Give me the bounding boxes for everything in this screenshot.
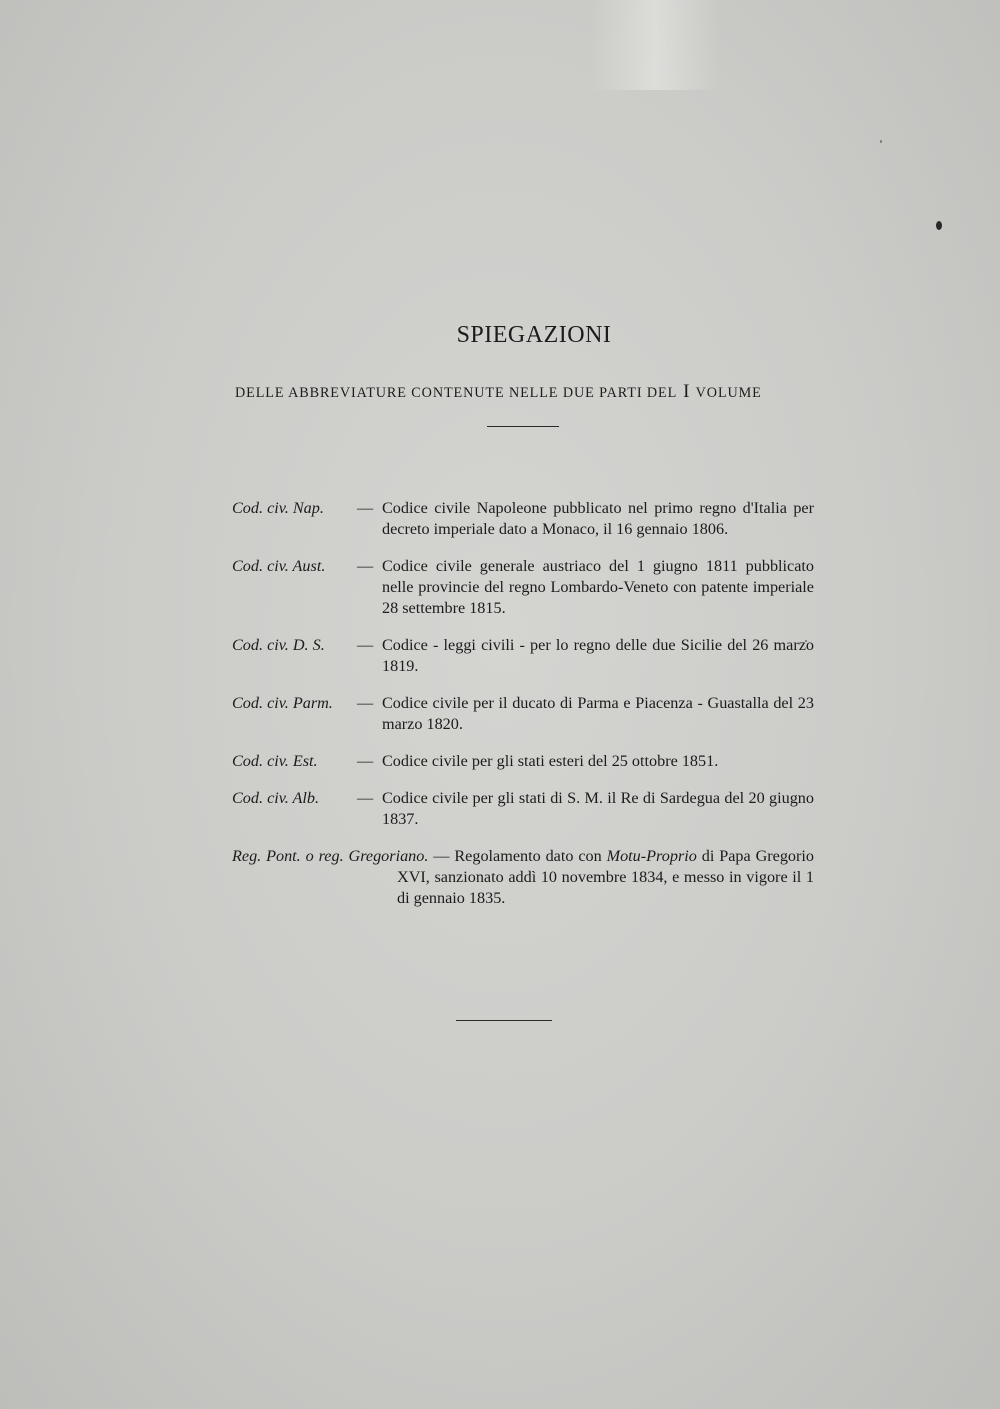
closing-divider <box>456 1020 552 1021</box>
list-item <box>232 788 814 830</box>
paper-fold-mark <box>590 0 720 90</box>
abbreviation-description: Codice civile per il ducato di Parma e Piacenza - Guastalla del 23 marzo 1820. <box>382 694 814 733</box>
list-item <box>232 693 814 735</box>
list-item <box>232 751 814 772</box>
abbreviation-description: Codice civile Napoleone pubblicato nel primo regno d'Italia per decreto imperiale dato a Monaco, il 16 gennaio 1806. <box>382 499 814 538</box>
abbreviation: Cod. civ. Parm. <box>232 694 333 712</box>
list-item <box>232 846 814 909</box>
entry-dash: — <box>357 789 374 807</box>
entry-dash: — <box>357 557 374 575</box>
page-subtitle <box>235 381 815 403</box>
page-title: SPIEGAZIONI <box>456 322 612 348</box>
abbreviation-description: Codice civile generale austriaco del 1 giugno 1811 pubblicato nelle provincie del regno Lombardo-Veneto con patente imperiale 28 settembre 1815. <box>382 557 814 617</box>
abbreviation: Cod. civ. D. S. <box>232 636 325 654</box>
abbreviation: Cod. civ. Alb. <box>232 789 320 807</box>
ink-speck <box>880 140 882 143</box>
entry-dash: — <box>357 499 374 517</box>
abbreviation: Cod. civ. Est. <box>232 752 318 770</box>
abbreviation-description: Codice - leggi civili - per lo regno delle due Sicilie del 26 marzo 1819. <box>382 636 814 675</box>
abbreviation: Cod. civ. Aust. <box>232 557 326 575</box>
abbreviation-description: Codice civile per gli stati esteri del 25 ottobre 1851. <box>382 752 719 770</box>
entry-dash: — <box>357 636 374 654</box>
subtitle-text: DELLE ABBREVIATURE CONTENUTE NELLE DUE PARTI DEL <box>235 385 677 401</box>
abbreviation: Cod. civ. Nap. <box>232 499 324 517</box>
description-text: Regolamento dato con <box>454 847 602 865</box>
description-text-end: di Papa Gregorio XVI, sanzionato addì 10 novembre 1834, e messo in vigore il 1 di gennaio 1835. <box>397 847 815 907</box>
subtitle-volume-number: I <box>683 381 690 402</box>
entry-dash: — <box>357 694 374 712</box>
list-item <box>232 635 814 677</box>
list-item <box>232 498 814 540</box>
description-italic: Motu-Proprio <box>606 847 697 865</box>
entry-dash: — <box>433 847 450 865</box>
subtitle-text-end: VOLUME <box>695 385 762 401</box>
abbreviation-list <box>232 498 814 925</box>
title-divider <box>487 426 559 427</box>
abbreviation: Reg. Pont. o reg. Gregoriano. <box>232 847 429 865</box>
ink-speck <box>936 221 942 230</box>
entry-dash: — <box>357 752 374 770</box>
abbreviation-description: Codice civile per gli stati di S. M. il Re di Sardegua del 20 giugno 1837. <box>382 789 814 828</box>
abbreviation-description <box>232 846 814 909</box>
list-item <box>232 556 814 619</box>
